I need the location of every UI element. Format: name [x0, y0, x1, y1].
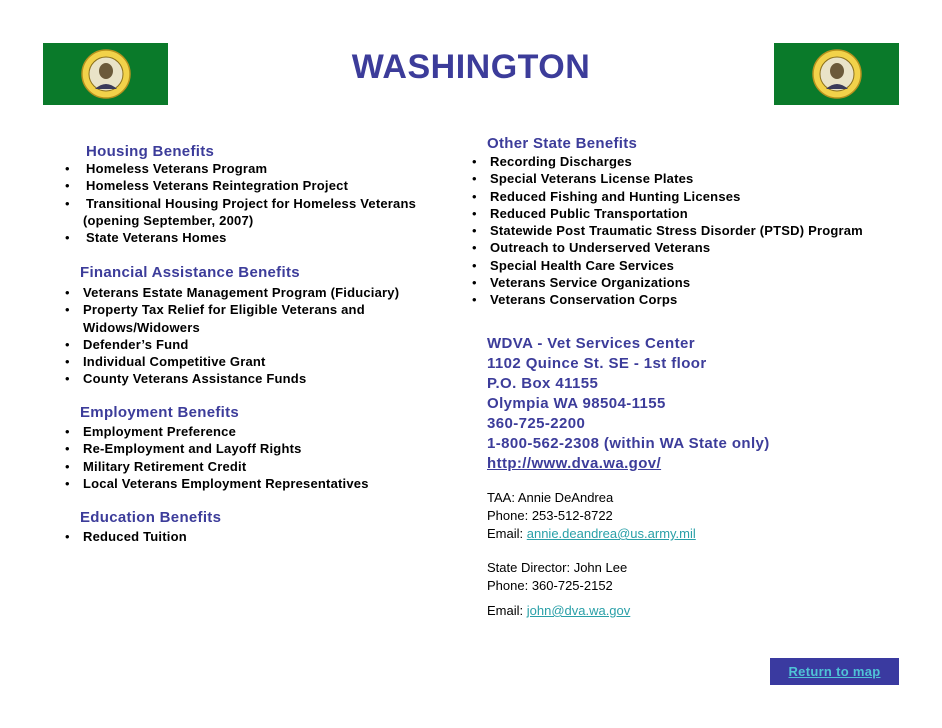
list-item: • Veterans Conservation Corps [470, 291, 863, 308]
wdva-center-name: WDVA - Vet Services Center [487, 335, 695, 352]
email-label: Email: [487, 526, 527, 541]
list-item: • Outreach to Underserved Veterans [470, 239, 863, 256]
list-item: • Veterans Service Organizations [470, 274, 863, 291]
list-item: • Military Retirement Credit [63, 458, 369, 475]
housing-benefits-heading: Housing Benefits [86, 143, 215, 160]
list-item: • Special Health Care Services [470, 257, 863, 274]
taa-contact [487, 489, 696, 543]
wdva-address-block [487, 334, 770, 474]
other-benefits-heading: Other State Benefits [487, 135, 638, 152]
wdva-toll-free: 1-800-562-2308 (within WA State only) [487, 435, 770, 452]
education-benefits-heading: Education Benefits [80, 509, 222, 526]
list-item: • Statewide Post Traumatic Stress Disorder (PTSD) Program [470, 222, 863, 239]
list-item: • Special Veterans License Plates [470, 170, 863, 187]
wdva-phone: 360-725-2200 [487, 415, 586, 432]
list-item: • Individual Competitive Grant [63, 353, 399, 370]
wdva-street: 1102 Quince St. SE - 1st floor [487, 355, 707, 372]
director-phone: Phone: 360-725-2152 [487, 578, 613, 593]
education-benefits-list [63, 528, 187, 545]
list-item: Widows/Widowers [83, 319, 200, 335]
page-title: WASHINGTON [351, 48, 591, 86]
taa-name: TAA: Annie DeAndrea [487, 490, 614, 505]
list-item: • Transitional Housing Project for Homeless Veterans [63, 195, 416, 212]
email-label: Email: [487, 603, 527, 618]
wdva-city: Olympia WA 98504-1155 [487, 395, 666, 412]
director-name: State Director: John Lee [487, 560, 628, 575]
list-item: • Defender’s Fund [63, 336, 399, 353]
list-item: • Re-Employment and Layoff Rights [63, 440, 369, 457]
list-item: • Reduced Fishing and Hunting Licenses [470, 188, 863, 205]
director-contact [487, 559, 630, 620]
financial-benefits-heading: Financial Assistance Benefits [80, 264, 300, 281]
director-email-link[interactable]: john@dva.wa.gov [526, 603, 631, 618]
list-item: (opening September, 2007) [83, 212, 254, 228]
list-item: • Homeless Veterans Program [63, 160, 416, 177]
wdva-website-link[interactable]: http://www.dva.wa.gov/ [487, 455, 662, 472]
list-item: • Local Veterans Employment Representatives [63, 475, 369, 492]
list-item: • Reduced Tuition [63, 528, 187, 545]
taa-email-row [487, 525, 696, 543]
list-item: • County Veterans Assistance Funds [63, 370, 399, 387]
financial-benefits-list [63, 284, 399, 388]
list-item: • Recording Discharges [470, 153, 863, 170]
list-item: • Veterans Estate Management Program (Fiduciary) [63, 284, 399, 301]
list-item: • Homeless Veterans Reintegration Project [63, 177, 416, 194]
housing-benefits-list [63, 160, 416, 246]
other-benefits-list [470, 153, 863, 309]
employment-benefits-list [63, 423, 369, 492]
wdva-po-box: P.O. Box 41155 [487, 375, 599, 392]
list-item: • Property Tax Relief for Eligible Veterans and [63, 301, 399, 318]
employment-benefits-heading: Employment Benefits [80, 404, 240, 421]
director-email-row [487, 602, 630, 620]
return-to-map-button[interactable]: Return to map [770, 658, 899, 685]
list-item: • State Veterans Homes [63, 229, 416, 246]
list-item: • Employment Preference [63, 423, 369, 440]
list-item: • Reduced Public Transportation [470, 205, 863, 222]
taa-email-link[interactable]: annie.deandrea@us.army.mil [526, 526, 696, 541]
taa-phone: Phone: 253-512-8722 [487, 508, 613, 523]
